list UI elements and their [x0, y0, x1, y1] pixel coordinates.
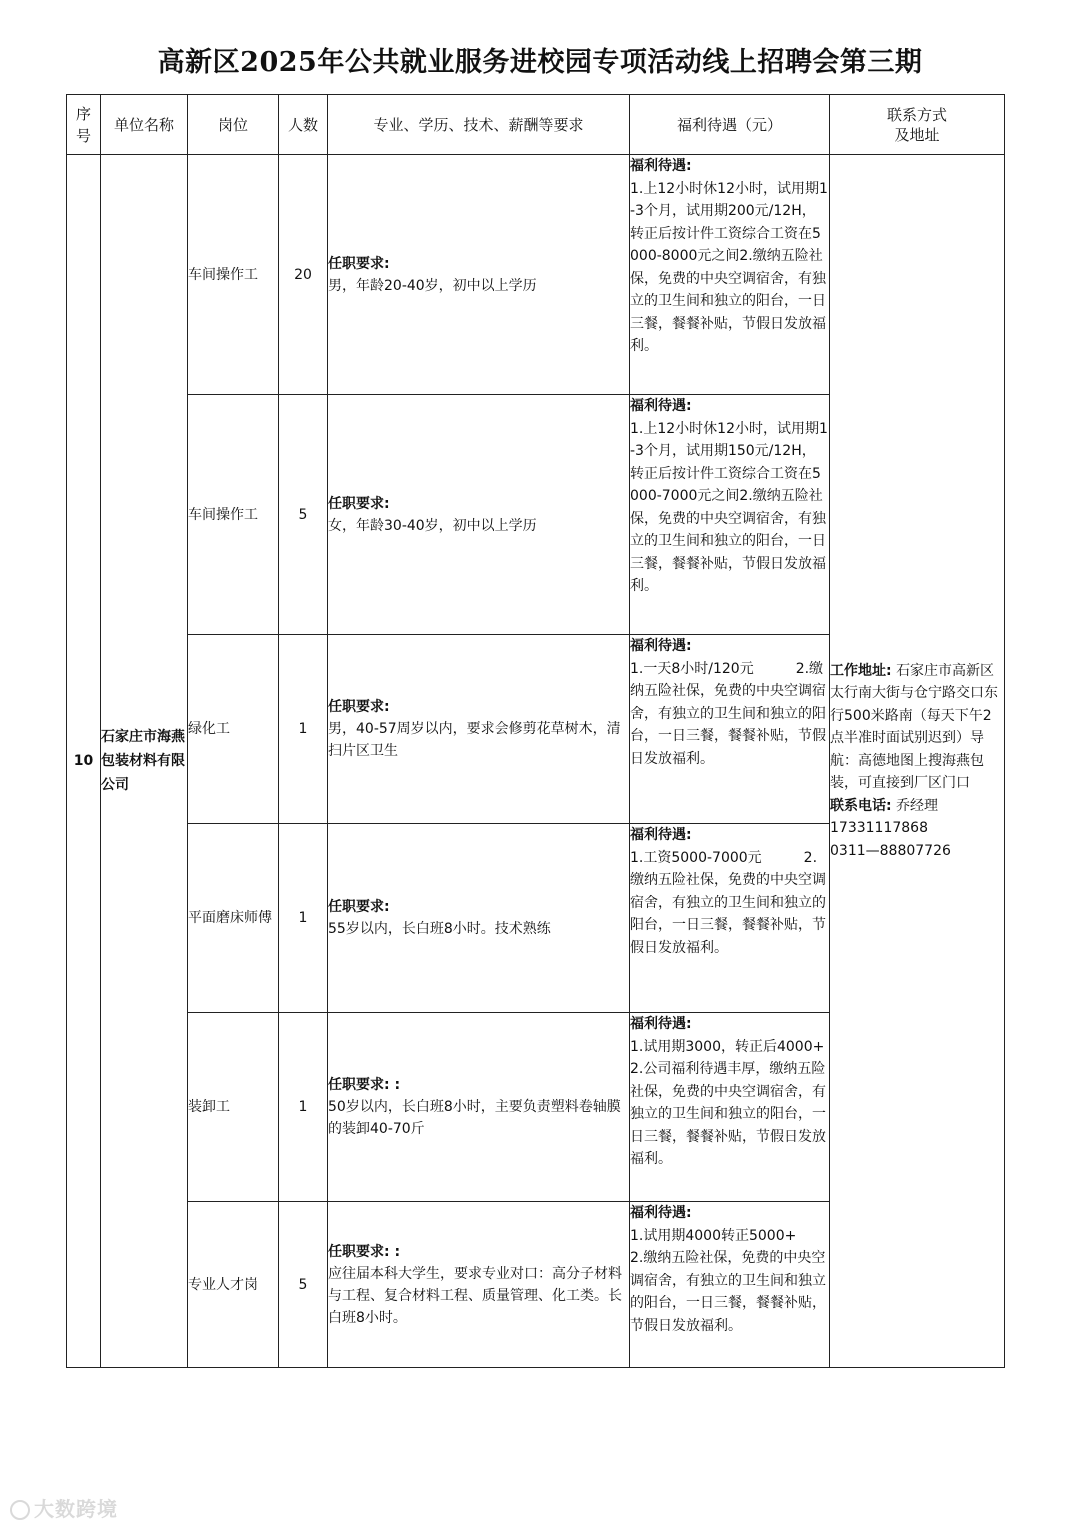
benefits-cell	[630, 395, 830, 635]
benefits-text: 1.试用期4000转正5000+ 2.缴纳五险社保，免费的中央空调宿舍，有独立的卫生间和独立的阳台，一日三餐，餐餐补贴，节假日发放福利。	[630, 1227, 826, 1334]
headcount: 1	[279, 824, 328, 1013]
requirements-label: 任职要求:	[328, 255, 390, 272]
recruitment-table	[66, 94, 1005, 1368]
header-seq-label: 序号	[75, 104, 91, 145]
watermark-text: 大数跨境	[34, 1497, 118, 1521]
phone-landline: 0311—88807726	[830, 842, 951, 859]
benefits-cell	[630, 1013, 830, 1202]
benefits-label: 福利待遇:	[630, 638, 692, 654]
address-text: 石家庄市高新区太行南大街与仓宁路交口东行500米路南（每天下午2点半准时面试别迟到）导航：高德地图上搜海燕包装，可直接到厂区门口	[830, 662, 998, 792]
post-name: 绿化工	[188, 635, 279, 824]
table-row	[67, 155, 1005, 395]
requirements-cell	[328, 155, 630, 395]
header-requirements: 专业、学历、技术、薪酬等要求	[328, 95, 630, 155]
headcount: 1	[279, 1013, 328, 1202]
table-header-row	[67, 95, 1005, 155]
requirements-label: 任职要求:	[328, 495, 390, 512]
header-seq	[67, 95, 101, 155]
phone-contact-name: 乔经理	[896, 797, 939, 814]
headcount: 5	[279, 395, 328, 635]
company-name: 石家庄市海燕包装材料有限公司	[101, 155, 188, 1368]
header-post: 岗位	[188, 95, 279, 155]
requirements-text: 55岁以内，长白班8小时。技术熟练	[328, 921, 551, 937]
benefits-text: 1.工资5000-7000元 2.缴纳五险社保，免费的中央空调宿舍，有独立的卫生间和独立的阳台，一日三餐，餐餐补贴，节假日发放福利。	[630, 849, 826, 956]
requirements-cell	[328, 395, 630, 635]
requirements-label: 任职要求:	[328, 899, 390, 915]
address-label: 工作地址:	[830, 662, 892, 679]
benefits-label: 福利待遇:	[630, 158, 692, 174]
requirements-label: 任职要求:	[328, 699, 390, 715]
benefits-text: 1.试用期3000，转正后4000+ 2.公司福利待遇丰厚，缴纳五险社保，免费的中央空调宿舍，有独立的卫生间和独立的阳台，一日三餐，餐餐补贴，节假日发放福利。	[630, 1038, 826, 1167]
requirements-label: 任职要求: :	[328, 1077, 401, 1093]
phone-mobile: 17331117868	[830, 820, 928, 837]
post-name: 车间操作工	[188, 395, 279, 635]
page-title: 高新区2025年公共就业服务进校园专项活动线上招聘会第三期	[157, 47, 923, 78]
headcount: 1	[279, 635, 328, 824]
requirements-text: 女，年龄30-40岁，初中以上学历	[328, 517, 537, 534]
benefits-cell	[630, 155, 830, 395]
benefits-text: 1.一天8小时/120元 2.缴纳五险社保，免费的中央空调宿舍，有独立的卫生间和独立的阳台，一日三餐，餐餐补贴，节假日发放福利。	[630, 660, 826, 767]
header-count: 人数	[279, 95, 328, 155]
benefits-label: 福利待遇:	[630, 1205, 692, 1221]
requirements-cell	[328, 1013, 630, 1202]
requirements-text: 男，年龄20-40岁，初中以上学历	[328, 277, 537, 294]
requirements-cell	[328, 824, 630, 1013]
requirements-text: 50岁以内，长白班8小时，主要负责塑料卷轴膜的装卸40-70斤	[328, 1099, 621, 1137]
watermark-logo-icon	[10, 1500, 30, 1520]
post-name: 平面磨床师傅	[188, 824, 279, 1013]
benefits-cell	[630, 635, 830, 824]
header-benefits: 福利待遇（元）	[630, 95, 830, 155]
header-contact: 联系方式 及地址	[830, 95, 1005, 155]
headcount: 5	[279, 1202, 328, 1368]
requirements-text: 应往届本科大学生，要求专业对口：高分子材料与工程、复合材料工程、质量管理、化工类。长白班8小时。	[328, 1265, 622, 1326]
requirements-label: 任职要求: :	[328, 1243, 401, 1260]
benefits-cell	[630, 1202, 830, 1368]
benefits-text: 1.上12小时休12小时，试用期1-3个月，试用期200元/12H，转正后按计件工资综合工资在5000-8000元之间2.缴纳五险社保，免费的中央空调宿舍，有独立的卫生间和独立的阳台，一日三餐，餐餐补贴，节假日发放福利。	[630, 180, 828, 354]
phone-label: 联系电话:	[830, 797, 892, 814]
requirements-cell	[328, 1202, 630, 1368]
benefits-cell	[630, 824, 830, 1013]
benefits-label: 福利待遇:	[630, 398, 692, 414]
post-name: 车间操作工	[188, 155, 279, 395]
seq-cell: 10	[67, 155, 101, 1368]
watermark	[10, 1493, 118, 1522]
benefits-label: 福利待遇:	[630, 1016, 692, 1032]
header-company: 单位名称	[101, 95, 188, 155]
post-name: 装卸工	[188, 1013, 279, 1202]
requirements-cell	[328, 635, 630, 824]
benefits-text: 1.上12小时休12小时，试用期1-3个月，试用期150元/12H，转正后按计件工资综合工资在5000-7000元之间2.缴纳五险社保，免费的中央空调宿舍，有独立的卫生间和独立的阳台，一日三餐，餐餐补贴，节假日发放福利。	[630, 420, 828, 594]
headcount: 20	[279, 155, 328, 395]
benefits-label: 福利待遇:	[630, 827, 692, 843]
post-name: 专业人才岗	[188, 1202, 279, 1368]
contact-cell	[830, 155, 1005, 1368]
requirements-text: 男，40-57周岁以内，要求会修剪花草树木，清扫片区卫生	[328, 721, 621, 759]
